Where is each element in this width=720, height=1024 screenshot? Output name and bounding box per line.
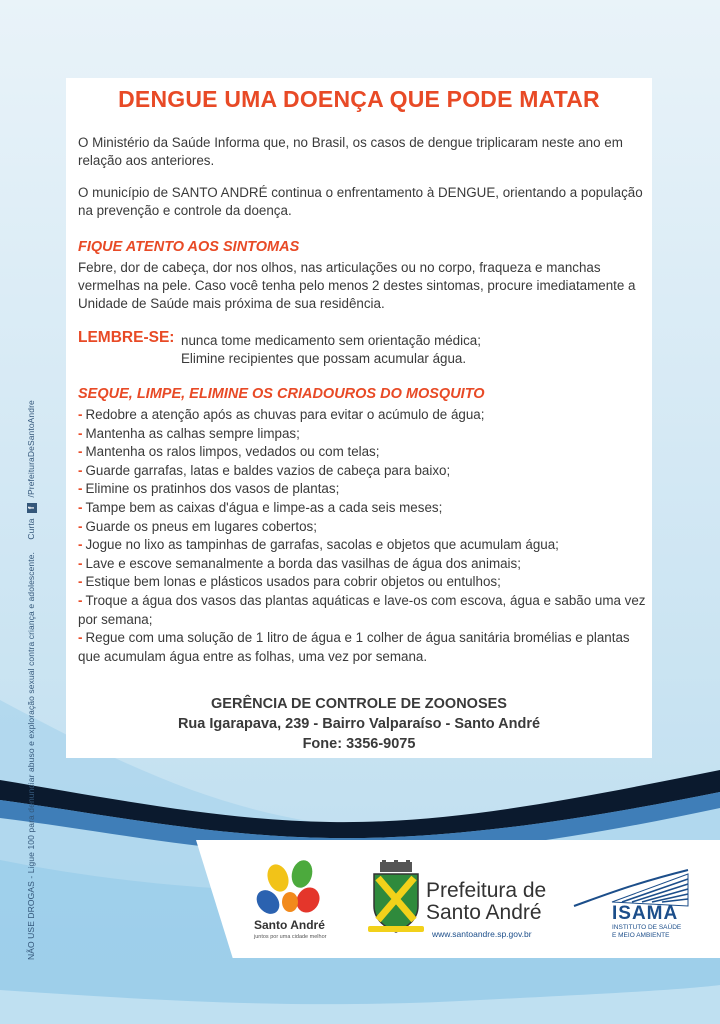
lembre-text — [181, 332, 481, 368]
content-panel — [66, 78, 652, 758]
prefeitura-line-1: Prefeitura de — [426, 879, 547, 902]
list-item: - Jogue no lixo as tampinhas de garrafas, sacolas e objetos que acumulam água; — [78, 537, 559, 553]
isama-subtitle — [612, 924, 681, 940]
symptoms-text: Febre, dor de cabeça, dor nos olhos, nas articulações ou no corpo, fraqueza e manchas vermelhas na pele. Caso você tenha pelo menos 2 destes sintomas, procure imediatamente a Unidade de Saúde mais próxima de sua residência. — [78, 260, 636, 311]
list-item: - Mantenha as calhas sempre limpas; — [78, 425, 300, 441]
side-warning-text: NÃO USE DROGAS - Ligue 100 para denunciar abuso e exploração sexual contra criança e adolescente. — [26, 551, 36, 960]
santo-andre-tagline: juntos por uma cidade melhor — [254, 934, 327, 940]
footer-org: GERÊNCIA DE CONTROLE DE ZOONOSES — [211, 696, 507, 712]
list-item: - Regue com uma solução de 1 litro de água e 1 colher de água sanitária bromélias e plantas que acumulam água entre as folhas, uma vez por semana. — [78, 630, 630, 664]
list-item: - Troque a água dos vasos das plantas aquáticas e lave-os com escova, água e sabão uma vez por semana; — [78, 592, 646, 627]
lembre-line-2: Elimine recipientes que possam acumular água. — [181, 351, 467, 366]
prefeitura-url: www.santoandre.sp.gov.br — [432, 929, 532, 939]
facebook-icon: f — [27, 503, 37, 513]
list-item: - Lave e escove semanalmente a borda das vasilhas de água dos animais; — [78, 555, 521, 571]
isama-sub-line-1: INSTITUTO DE SAÚDE — [612, 924, 682, 931]
footer-phone: Fone: 3356-9075 — [302, 736, 416, 752]
list-item: - Redobre a atenção após as chuvas para evitar o acúmulo de água; — [78, 407, 485, 422]
page-title: DENGUE UMA DOENÇA QUE PODE MATAR — [118, 86, 600, 112]
breeding-heading: SEQUE, LIMPE, ELIMINE OS CRIADOUROS DO MOSQUITO — [78, 386, 485, 402]
breeding-list — [78, 406, 648, 666]
symptoms-heading: FIQUE ATENTO AOS SINTOMAS — [78, 239, 300, 255]
intro-paragraph-1: O Ministério da Saúde Informa que, no Brasil, os casos de dengue triplicaram neste ano em relação aos anteriores. — [78, 135, 623, 168]
side-curta-text: Curta — [26, 518, 36, 540]
list-item: - Estique bem lonas e plásticos usados para cobrir objetos ou entulhos; — [78, 574, 501, 590]
list-item: - Elimine os pratinhos dos vasos de plantas; — [78, 481, 340, 497]
santo-andre-brand-name: Santo André — [254, 918, 325, 932]
intro-paragraph-2: O município de SANTO ANDRÉ continua o enfrentamento à DENGUE, orientando a população na prevenção e controle da doença. — [78, 185, 643, 218]
list-item: - Guarde os pneus em lugares cobertos; — [78, 518, 317, 534]
list-item: - Guarde garrafas, latas e baldes vazios de cabeça para baixo; — [78, 462, 451, 478]
side-facebook-handle: /PrefeituraDeSantoAndre — [26, 400, 36, 498]
isama-sub-line-2: E MEIO AMBIENTE — [612, 932, 670, 939]
prefeitura-title — [426, 880, 546, 924]
list-item: - Mantenha os ralos limpos, vedados ou com telas; — [78, 444, 380, 460]
prefeitura-line-2: Santo André — [426, 901, 542, 924]
city-crest-icon — [366, 860, 426, 936]
list-item: - Tampe bem as caixas d'água e limpe-as a cada seis meses; — [78, 499, 443, 515]
lembre-label: LEMBRE-SE: — [78, 329, 175, 346]
side-vertical-text — [26, 320, 37, 960]
isama-name: ISAMA — [612, 903, 679, 924]
footer-address: Rua Igarapava, 239 - Bairro Valparaíso - Santo André — [177, 716, 541, 732]
lembre-line-1: nunca tome medicamento sem orientação médica; — [181, 333, 481, 348]
